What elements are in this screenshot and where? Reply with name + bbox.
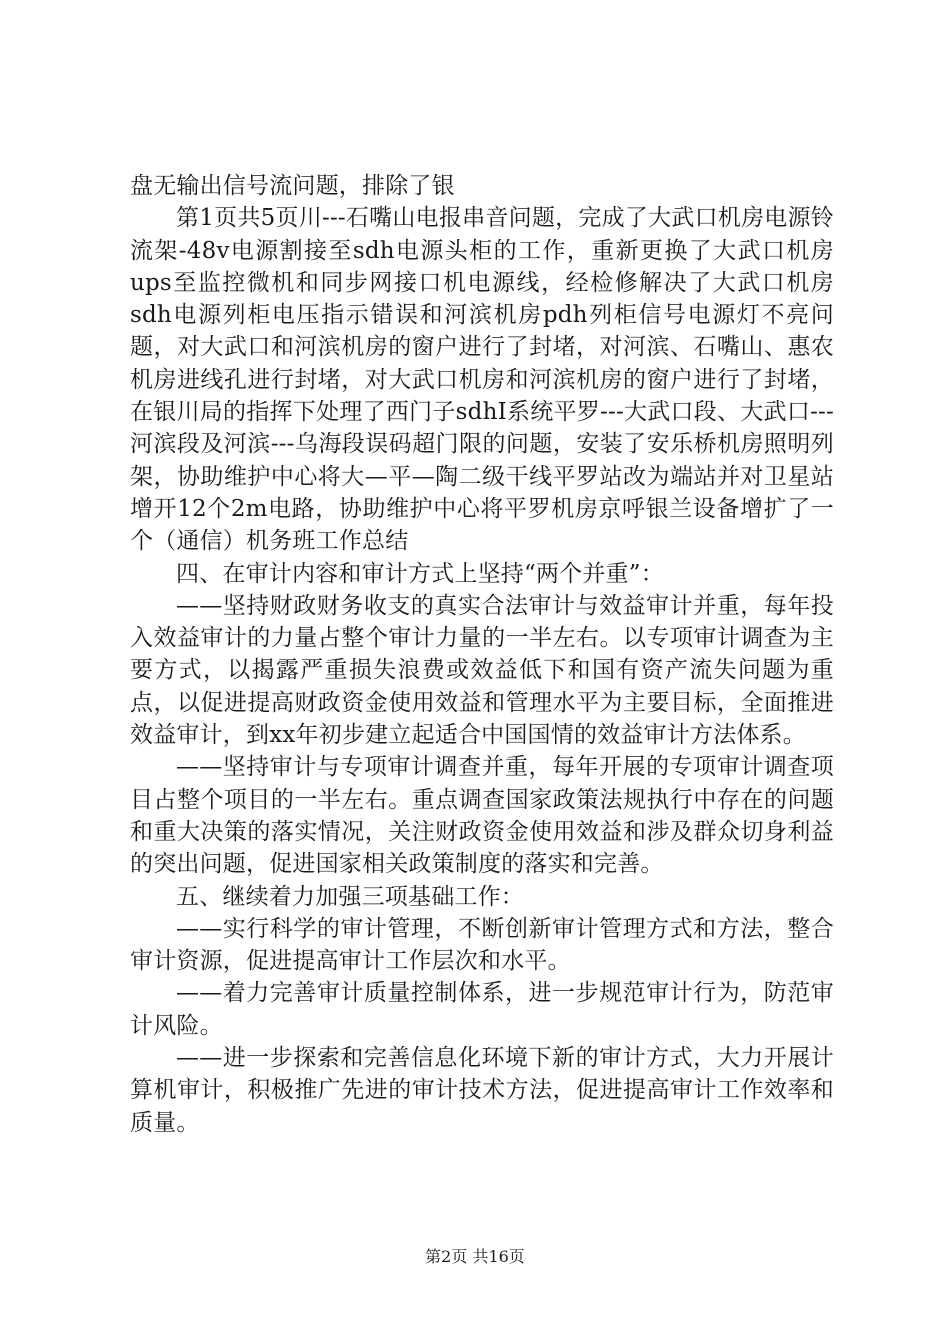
paragraph-3: ——坚持财政财务收支的真实合法审计与效益审计并重，每年投入效益审计的力量占整个审计力量的一半左右。以专项审计调查为主要方式，以揭露严重损失浪费或效益低下和国有资产流失问题为重点，以促进提高财政资金使用效益和管理水平为主要目标，全面推进效益审计，到xx年初步建立起适合中国国情的效益审计方法体系。 [130, 592, 834, 749]
paragraph-6: ——着力完善审计质量控制体系，进一步规范审计行为，防范审计风险。 [130, 980, 834, 1039]
paragraph-4: ——坚持审计与专项审计调查并重，每年开展的专项审计调查项目占整个项目的一半左右。重点调查国家政策法规执行中存在的问题和重大决策的落实情况，关注财政资金使用效益和涉及群众切身利益的突出问题，促进国家相关政策制度的落实和完善。 [130, 754, 834, 878]
section-heading-5: 五、继续着力加强三项基础工作： [176, 883, 524, 910]
paragraph-1: 盘无输出信号流问题，排除了银 [130, 173, 455, 199]
paragraph-7: ——进一步探索和完善信息化环境下新的审计方式，大力开展计算机审计，积极推广先进的审计技术方法，促进提高审计工作效率和质量。 [130, 1045, 834, 1136]
section-heading-4: 四、在审计内容和审计方式上坚持“两个并重”： [176, 560, 664, 587]
page-footer: 第2页 共16页 [425, 1247, 525, 1266]
paragraph-5: ——实行科学的审计管理，不断创新审计管理方式和方法，整合审计资源，促进提高审计工作层次和水平。 [130, 915, 834, 975]
paragraph-2: 第1页共5页川---石嘴山电报串音问题，完成了大武口机房电源铃流架-48v电源割接至sdh电源头柜的工作，重新更换了大武口机房ups至监控微机和同步网接口机电源线，经检修解决了大武口机房sdh电源列柜电压指示错误和河滨机房pdh列柜信号电源灯不亮问题，对大武口和河滨机房的窗户进行了封堵，对河滨、石嘴山、惠农机房进线孔进行封堵，对大武口机房和河滨机房的窗户进行了封堵，在银川局的指挥下处理了西门子sdhⅠ系统平罗---大武口段、大武口---河滨段及河滨---乌海段误码超门限的问题，安装了安乐桥机房照明列架，协助维护中心将大—平—陶二级干线平罗站改为端站并对卫星站增开12个2m电路，协助维护中心将平罗机房京呼银兰设备增扩了一个（通信）机务班工作总结 [130, 205, 834, 555]
document-body [130, 170, 834, 1139]
